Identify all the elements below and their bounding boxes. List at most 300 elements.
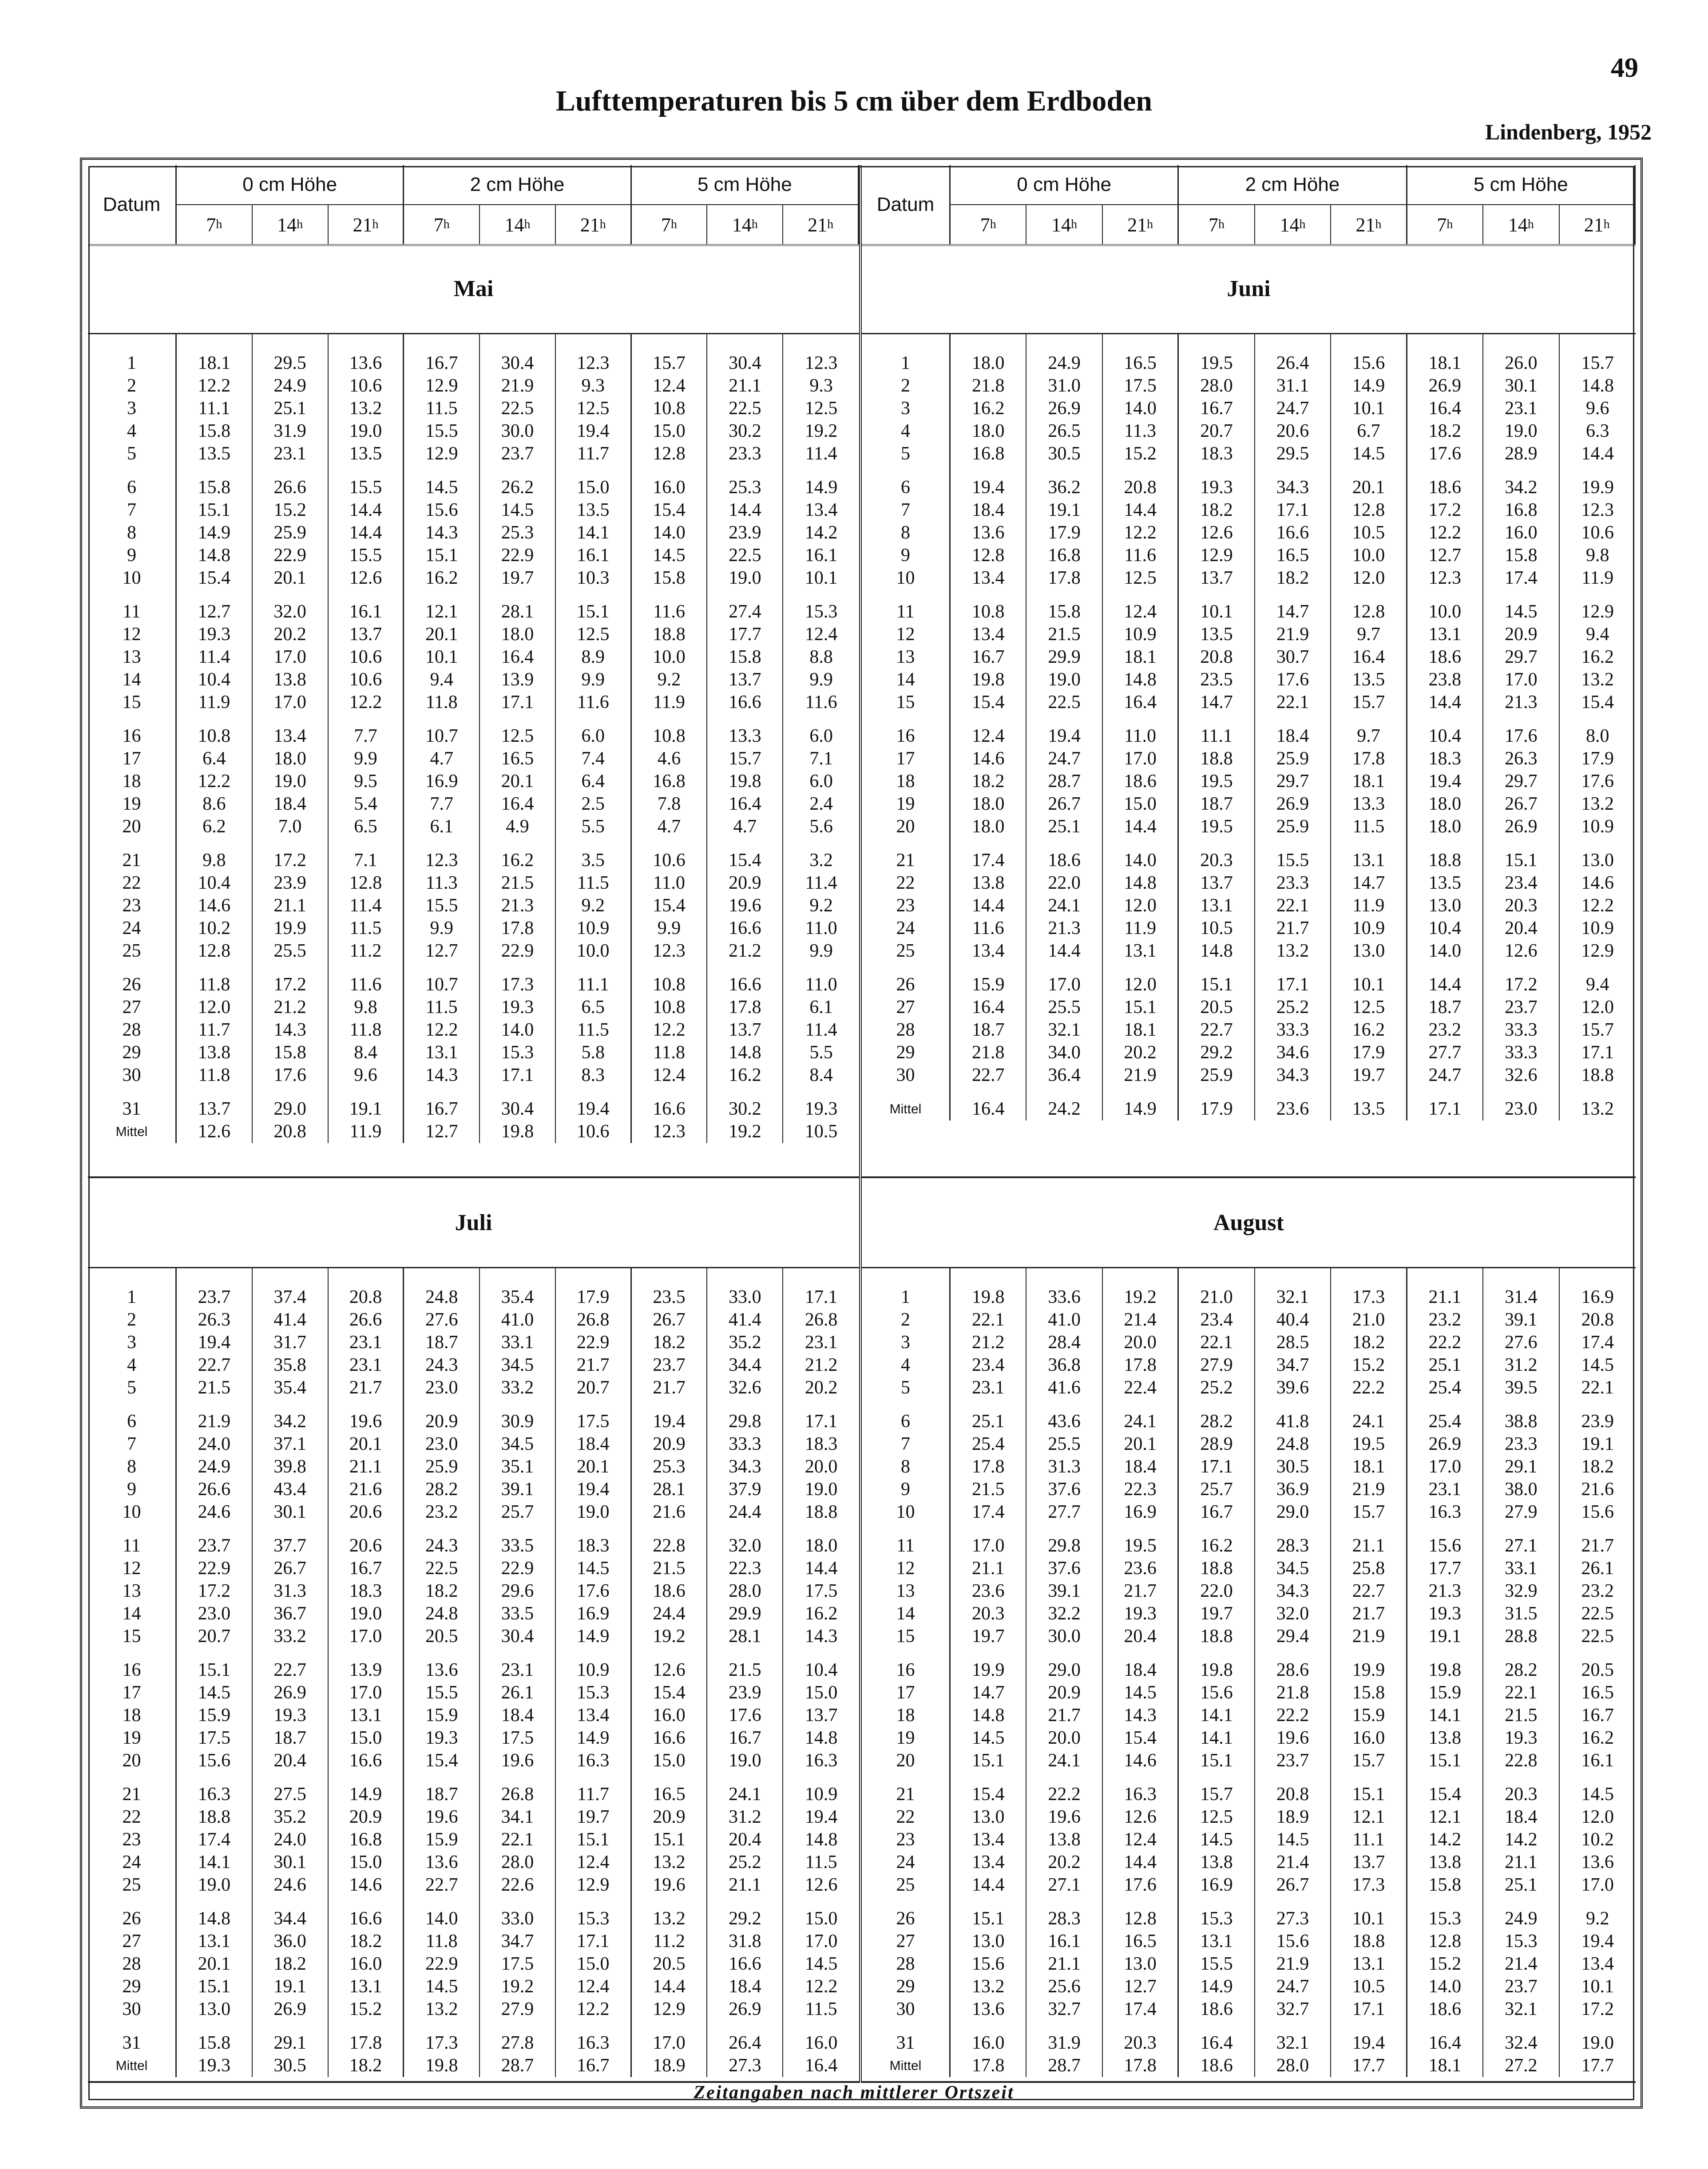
temperature-cell: 11.6 <box>349 974 382 995</box>
temperature-cell: 21.3 <box>1505 692 1538 712</box>
temperature-cell: 14.5 <box>425 1976 458 1997</box>
temperature-cell: 23.3 <box>1276 873 1309 893</box>
temperature-cell: 20.3 <box>1124 2033 1157 2053</box>
temperature-cell: 6.3 <box>1586 421 1609 441</box>
hour-unit: h <box>751 218 758 231</box>
temperature-cell: 18.6 <box>1428 477 1462 498</box>
temperature-cell: 14.1 <box>1200 1705 1233 1726</box>
temperature-cell: 11.9 <box>198 692 230 712</box>
temperature-cell: 15.3 <box>577 1682 610 1703</box>
date-cell: 13 <box>896 1581 915 1601</box>
temperature-cell: 31.2 <box>1505 1355 1538 1375</box>
temperature-cell: 14.5 <box>971 1728 1005 1748</box>
date-cell: 5 <box>901 443 910 464</box>
date-cell: 16 <box>122 726 141 746</box>
temperature-cell: 36.8 <box>1048 1355 1081 1375</box>
temperature-cell: 17.7 <box>1352 2055 1385 2076</box>
temperature-cell: 13.4 <box>804 500 838 520</box>
temperature-cell: 20.5 <box>1581 1660 1614 1680</box>
temperature-cell: 22.8 <box>653 1536 686 1556</box>
temperature-cell: 27.5 <box>273 1784 306 1805</box>
temperature-cell: 15.8 <box>198 2033 231 2053</box>
date-cell: 15 <box>122 692 141 712</box>
temperature-cell: 16.7 <box>971 647 1005 667</box>
temperature-cell: 13.1 <box>198 1931 231 1951</box>
temperature-cell: 13.6 <box>1581 1852 1614 1872</box>
temperature-cell: 19.7 <box>971 1626 1005 1647</box>
temperature-cell: 14.0 <box>1124 850 1157 871</box>
temperature-cell: 21.7 <box>577 1355 610 1375</box>
value-column <box>783 334 859 1143</box>
temperature-cell: 13.1 <box>1352 1954 1385 1974</box>
temperature-cell: 8.4 <box>809 1065 833 1085</box>
temperature-cell: 14.8 <box>729 1042 761 1063</box>
date-cell: 21 <box>896 1784 915 1805</box>
temperature-cell: 13.8 <box>1428 1728 1462 1748</box>
temperature-cell: 36.2 <box>1048 477 1081 498</box>
temperature-cell: 6.4 <box>202 748 226 769</box>
temperature-cell: 18.1 <box>198 353 231 373</box>
temperature-cell: 19.5 <box>1200 771 1233 792</box>
temperature-cell: 16.1 <box>1581 1750 1614 1771</box>
temperature-cell: 4.7 <box>430 748 453 769</box>
temperature-cell: 12.2 <box>349 692 382 712</box>
date-cell: 14 <box>896 1603 915 1624</box>
temperature-cell: 22.7 <box>1200 1020 1233 1040</box>
temperature-cell: 10.6 <box>349 669 382 690</box>
temperature-cell: 30.5 <box>1048 443 1081 464</box>
temperature-cell: 16.3 <box>577 1750 610 1771</box>
temperature-cell: 16.9 <box>1200 1875 1233 1895</box>
temperature-cell: 17.7 <box>729 624 761 645</box>
temperature-cell: 12.6 <box>1124 1807 1157 1827</box>
temperature-cell: 11.5 <box>805 1999 837 2019</box>
temperature-cell: 21.3 <box>1048 918 1081 938</box>
temperature-cell: 14.3 <box>425 522 458 543</box>
temperature-cell: 27.1 <box>1048 1875 1081 1895</box>
temperature-cell: 12.5 <box>577 398 610 419</box>
hour-header <box>177 205 253 244</box>
temperature-cell: 15.6 <box>1428 1536 1462 1556</box>
temperature-cell: 20.2 <box>1048 1852 1081 1872</box>
temperature-cell: 17.2 <box>1428 500 1462 520</box>
temperature-cell: 15.8 <box>273 1042 306 1063</box>
value-column <box>480 334 556 1143</box>
temperature-cell: 7.4 <box>581 748 605 769</box>
temperature-cell: 22.2 <box>1048 1784 1081 1805</box>
date-cell: 22 <box>122 1807 141 1827</box>
temperature-cell: 16.4 <box>729 794 761 814</box>
temperature-cell: 22.8 <box>1505 1750 1538 1771</box>
temperature-cell: 17.3 <box>501 974 534 995</box>
temperature-cell: 10.1 <box>1581 1976 1614 1997</box>
hour-value: 21 <box>808 214 828 236</box>
temperature-cell: 19.3 <box>273 1705 306 1726</box>
page-number: 49 <box>1611 53 1638 83</box>
temperature-cell: 18.6 <box>1048 850 1081 871</box>
temperature-cell: 35.1 <box>501 1457 534 1477</box>
temperature-cell: 19.6 <box>653 1875 686 1895</box>
temperature-cell: 14.4 <box>1581 443 1614 464</box>
temperature-cell: 30.1 <box>273 1852 306 1872</box>
temperature-cell: 16.1 <box>349 602 382 622</box>
temperature-cell: 15.1 <box>198 1976 231 1997</box>
date-cell: 6 <box>901 1411 910 1432</box>
date-cell: 27 <box>122 997 141 1017</box>
temperature-cell: 28.2 <box>1505 1660 1538 1680</box>
temperature-cell: 16.8 <box>971 443 1005 464</box>
temperature-cell: 22.5 <box>1048 692 1081 712</box>
temperature-cell: 14.4 <box>349 522 382 543</box>
date-cell: 8 <box>127 1457 136 1477</box>
temperature-cell: 19.4 <box>577 1479 610 1500</box>
temperature-cell: 14.4 <box>1428 974 1462 995</box>
temperature-cell: 35.8 <box>273 1355 306 1375</box>
temperature-cell: 8.9 <box>581 647 605 667</box>
temperature-cell: 15.4 <box>971 692 1005 712</box>
date-cell: 30 <box>122 1065 141 1085</box>
temperature-cell: 19.3 <box>198 624 231 645</box>
date-cell: 9 <box>901 1479 910 1500</box>
temperature-cell: 14.2 <box>804 522 838 543</box>
temperature-cell: 11.0 <box>805 974 837 995</box>
date-cell: 27 <box>896 1931 915 1951</box>
temperature-cell: 14.5 <box>804 1954 838 1974</box>
temperature-cell: 21.4 <box>1124 1310 1157 1330</box>
date-cell: 9 <box>127 545 136 566</box>
date-cell: 30 <box>896 1065 915 1085</box>
temperature-cell: 19.9 <box>273 918 306 938</box>
temperature-cell: 31.3 <box>273 1581 306 1601</box>
temperature-cell: 15.2 <box>1352 1355 1385 1375</box>
temperature-cell: 15.4 <box>653 500 686 520</box>
temperature-cell: 20.0 <box>804 1457 838 1477</box>
temperature-cell: 39.6 <box>1276 1377 1309 1398</box>
temperature-cell: 23.9 <box>1581 1411 1614 1432</box>
temperature-cell: 13.1 <box>1352 850 1385 871</box>
temperature-cell: 13.5 <box>1352 1099 1385 1119</box>
temperature-cell: 12.2 <box>1428 522 1462 543</box>
temperature-cell: 14.9 <box>1352 376 1385 396</box>
temperature-cell: 17.1 <box>577 1931 610 1951</box>
temperature-cell: 17.1 <box>501 1065 534 1085</box>
hour-value: 14 <box>1508 214 1528 236</box>
temperature-cell: 18.8 <box>804 1502 838 1522</box>
temperature-cell: 21.1 <box>349 1457 382 1477</box>
temperature-cell: 10.8 <box>653 974 686 995</box>
temperature-cell: 32.2 <box>1048 1603 1081 1624</box>
temperature-cell: 21.3 <box>1428 1581 1462 1601</box>
temperature-cell: 7.7 <box>430 794 453 814</box>
temperature-cell: 21.6 <box>1581 1479 1614 1500</box>
temperature-cell: 20.2 <box>1124 1042 1157 1063</box>
temperature-cell: 12.6 <box>653 1660 686 1680</box>
temperature-cell: 16.6 <box>729 1954 761 1974</box>
temperature-cell: 41.6 <box>1048 1377 1081 1398</box>
temperature-cell: 21.5 <box>971 1479 1005 1500</box>
temperature-cell: 16.5 <box>1124 353 1157 373</box>
temperature-cell: 14.4 <box>1124 1852 1157 1872</box>
temperature-cell: 8.3 <box>581 1065 605 1085</box>
temperature-cell: 26.7 <box>1048 794 1081 814</box>
temperature-cell: 15.3 <box>804 602 838 622</box>
temperature-cell: 20.2 <box>273 624 306 645</box>
temperature-cell: 17.4 <box>1124 1999 1157 2019</box>
temperature-cell: 18.8 <box>1428 850 1462 871</box>
temperature-cell: 29.5 <box>1276 443 1309 464</box>
date-cell: 9 <box>901 545 910 566</box>
temperature-cell: 12.5 <box>804 398 838 419</box>
temperature-cell: 28.1 <box>653 1479 686 1500</box>
date-cell: 21 <box>122 1784 141 1805</box>
temperature-cell: 39.8 <box>273 1457 306 1477</box>
temperature-cell: 19.2 <box>653 1626 686 1647</box>
temperature-cell: 26.8 <box>804 1310 838 1330</box>
temperature-cell: 12.0 <box>1581 1807 1614 1827</box>
temperature-cell: 17.2 <box>273 850 306 871</box>
temperature-cell: 10.4 <box>198 873 231 893</box>
temperature-cell: 5.4 <box>354 794 377 814</box>
temperature-cell: 15.5 <box>1200 1954 1233 1974</box>
temperature-cell: 12.2 <box>198 376 231 396</box>
temperature-cell: 28.3 <box>1048 1908 1081 1929</box>
temperature-cell: 16.8 <box>1048 545 1081 566</box>
temperature-cell: 23.9 <box>729 522 761 543</box>
temperature-cell: 33.2 <box>273 1626 306 1647</box>
temperature-cell: 23.9 <box>729 1682 761 1703</box>
temperature-cell: 11.1 <box>577 974 609 995</box>
date-cell: 16 <box>896 1660 915 1680</box>
date-cell: 2 <box>901 1310 910 1330</box>
temperature-cell: 17.3 <box>425 2033 458 2053</box>
date-cell: 30 <box>122 1999 141 2019</box>
hour-unit: h <box>1071 218 1078 231</box>
temperature-cell: 20.6 <box>349 1536 382 1556</box>
date-cell: 7 <box>901 500 910 520</box>
temperature-cell: 12.8 <box>1352 602 1385 622</box>
temperature-cell: 11.8 <box>425 1931 458 1951</box>
temperature-cell: 20.9 <box>1505 624 1538 645</box>
temperature-cell: 32.4 <box>1505 2033 1538 2053</box>
temperature-cell: 17.2 <box>273 974 306 995</box>
temperature-cell: 23.1 <box>804 1332 838 1353</box>
temperature-cell: 18.2 <box>653 1332 686 1353</box>
date-cell: 8 <box>901 1457 910 1477</box>
date-cell: 11 <box>123 602 141 622</box>
temperature-cell: 9.2 <box>581 895 605 916</box>
temperature-cell: 9.3 <box>809 376 833 396</box>
temperature-cell: 21.7 <box>1124 1581 1157 1601</box>
temperature-cell: 23.7 <box>501 443 534 464</box>
temperature-cell: 18.2 <box>1200 500 1233 520</box>
temperature-cell: 16.1 <box>577 545 610 566</box>
temperature-cell: 23.7 <box>1505 997 1538 1017</box>
temperature-cell: 13.6 <box>349 353 382 373</box>
temperature-cell: 24.8 <box>425 1603 458 1624</box>
height-group-header: 2 cm Höhe <box>404 165 631 205</box>
temperature-cell: 27.6 <box>1505 1332 1538 1353</box>
temperature-cell: 18.4 <box>577 1434 610 1454</box>
temperature-cell: 12.3 <box>653 1121 686 1142</box>
temperature-cell: 31.8 <box>729 1931 761 1951</box>
temperature-cell: 15.9 <box>1428 1682 1462 1703</box>
temperature-cell: 34.3 <box>1276 1581 1309 1601</box>
temperature-cell: 14.4 <box>1124 816 1157 837</box>
temperature-cell: 31.2 <box>729 1807 761 1827</box>
temperature-cell: 41.0 <box>501 1310 534 1330</box>
temperature-cell: 16.4 <box>1428 398 1462 419</box>
temperature-cell: 5.5 <box>581 816 605 837</box>
hour-value: 14 <box>1051 214 1071 236</box>
temperature-cell: 14.5 <box>425 477 458 498</box>
temperature-cell: 24.4 <box>653 1603 686 1624</box>
temperature-cell: 10.9 <box>804 1784 838 1805</box>
temperature-cell: 40.4 <box>1276 1310 1309 1330</box>
temperature-cell: 22.9 <box>501 1558 534 1579</box>
temperature-cell: 13.2 <box>425 1999 458 2019</box>
temperature-cell: 14.1 <box>198 1852 231 1872</box>
temperature-cell: 25.4 <box>971 1434 1005 1454</box>
hour-header <box>556 205 632 244</box>
temperature-cell: 9.7 <box>1357 726 1380 746</box>
temperature-cell: 24.2 <box>1048 1099 1081 1119</box>
temperature-cell: 32.1 <box>1048 1020 1081 1040</box>
temperature-cell: 13.1 <box>425 1042 458 1063</box>
temperature-cell: 15.3 <box>1505 1931 1538 1951</box>
temperature-cell: 9.8 <box>1586 545 1609 566</box>
temperature-cell: 16.4 <box>501 647 534 667</box>
date-cell: 15 <box>122 1626 141 1647</box>
height-group-header: 5 cm Höhe <box>1407 165 1636 205</box>
temperature-cell: 15.2 <box>1428 1954 1462 1974</box>
temperature-cell: 11.1 <box>1352 1829 1385 1850</box>
temperature-cell: 19.4 <box>1048 726 1081 746</box>
temperature-cell: 22.2 <box>1276 1705 1309 1726</box>
temperature-cell: 24.8 <box>425 1287 458 1307</box>
temperature-cell: 15.1 <box>1352 1784 1385 1805</box>
temperature-cell: 6.0 <box>809 726 833 746</box>
temperature-cell: 14.8 <box>198 545 231 566</box>
temperature-cell: 13.2 <box>1581 1099 1614 1119</box>
temperature-cell: 13.0 <box>1124 1954 1157 1974</box>
temperature-cell: 32.7 <box>1276 1999 1309 2019</box>
hour-header <box>253 205 329 244</box>
temperature-cell: 37.4 <box>273 1287 306 1307</box>
temperature-cell: 11.9 <box>349 1121 382 1142</box>
date-cell: 26 <box>896 1908 915 1929</box>
temperature-cell: 28.7 <box>1048 771 1081 792</box>
temperature-cell: 16.4 <box>1200 2033 1233 2053</box>
temperature-cell: 6.4 <box>581 771 605 792</box>
date-cell: 26 <box>122 1908 141 1929</box>
temperature-cell: 19.9 <box>1581 477 1614 498</box>
temperature-cell: 18.3 <box>1200 443 1233 464</box>
temperature-cell: 8.6 <box>202 794 226 814</box>
temperature-cell: 37.6 <box>1048 1479 1081 1500</box>
temperature-cell: 15.0 <box>804 1908 838 1929</box>
temperature-cell: 14.4 <box>804 1558 838 1579</box>
temperature-cell: 16.0 <box>804 2033 838 2053</box>
temperature-cell: 17.1 <box>1276 500 1309 520</box>
temperature-cell: 13.0 <box>198 1999 231 2019</box>
temperature-cell: 26.4 <box>1276 353 1309 373</box>
value-column <box>783 1268 859 2077</box>
temperature-cell: 19.0 <box>577 1502 610 1522</box>
temperature-cell: 10.1 <box>1352 1908 1385 1929</box>
temperature-cell: 21.1 <box>729 376 761 396</box>
temperature-cell: 23.8 <box>1428 669 1462 690</box>
temperature-cell: 37.6 <box>1048 1558 1081 1579</box>
page-title: Lufttemperaturen bis 5 cm über dem Erdboden <box>555 85 1153 117</box>
temperature-cell: 13.6 <box>971 522 1005 543</box>
temperature-cell: 4.9 <box>506 816 529 837</box>
temperature-cell: 14.8 <box>198 1908 231 1929</box>
temperature-cell: 12.4 <box>653 376 686 396</box>
temperature-cell: 15.1 <box>653 1829 686 1850</box>
date-cell: 13 <box>122 1581 141 1601</box>
temperature-cell: 12.1 <box>1352 1807 1385 1827</box>
temperature-cell: 14.8 <box>1200 941 1233 961</box>
temperature-cell: 19.0 <box>1505 421 1538 441</box>
temperature-cell: 23.1 <box>1428 1479 1462 1500</box>
date-cell: 31 <box>122 2033 141 2053</box>
temperature-cell: 12.7 <box>425 1121 458 1142</box>
temperature-cell: 12.8 <box>349 873 382 893</box>
value-column <box>1179 334 1255 1120</box>
temperature-cell: 17.4 <box>971 1502 1005 1522</box>
temperature-cell: 14.4 <box>971 1875 1005 1895</box>
temperature-cell: 15.9 <box>1352 1705 1385 1726</box>
temperature-cell: 30.1 <box>273 1502 306 1522</box>
temperature-cell: 15.4 <box>653 895 686 916</box>
temperature-cell: 12.6 <box>198 1121 231 1142</box>
temperature-cell: 25.1 <box>1048 816 1081 837</box>
date-cell: 20 <box>896 816 915 837</box>
temperature-cell: 24.7 <box>1276 398 1309 419</box>
temperature-cell: 32.0 <box>1276 1603 1309 1624</box>
temperature-cell: 15.8 <box>1352 1682 1385 1703</box>
hour-unit: h <box>216 218 222 231</box>
temperature-cell: 15.1 <box>425 545 458 566</box>
temperature-cell: 11.4 <box>198 647 230 667</box>
temperature-cell: 18.0 <box>971 816 1005 837</box>
temperature-cell: 41.4 <box>273 1310 306 1330</box>
temperature-cell: 15.1 <box>1124 997 1157 1017</box>
temperature-cell: 16.2 <box>1352 1020 1385 1040</box>
temperature-cell: 20.9 <box>653 1807 686 1827</box>
hour-unit: h <box>827 218 834 231</box>
month-name: August <box>862 1178 1636 1268</box>
temperature-cell: 21.2 <box>729 941 761 961</box>
temperature-cell: 34.5 <box>1276 1558 1309 1579</box>
temperature-cell: 11.8 <box>198 974 230 995</box>
temperature-cell: 12.2 <box>1581 895 1614 916</box>
temperature-cell: 15.8 <box>1505 545 1538 566</box>
temperature-cell: 7.8 <box>657 794 681 814</box>
temperature-cell: 18.0 <box>971 421 1005 441</box>
temperature-cell: 14.2 <box>1505 1829 1538 1850</box>
temperature-cell: 32.1 <box>1276 2033 1309 2053</box>
temperature-cell: 22.1 <box>1276 895 1309 916</box>
temperature-cell: 15.7 <box>1352 692 1385 712</box>
temperature-cell: 11.5 <box>577 1020 609 1040</box>
date-cell: 11 <box>123 1536 141 1556</box>
temperature-cell: 26.9 <box>1505 816 1538 837</box>
temperature-cell: 3.2 <box>809 850 833 871</box>
temperature-cell: 30.2 <box>729 1099 761 1119</box>
temperature-cell: 19.1 <box>1581 1434 1614 1454</box>
temperature-cell: 20.3 <box>1200 850 1233 871</box>
